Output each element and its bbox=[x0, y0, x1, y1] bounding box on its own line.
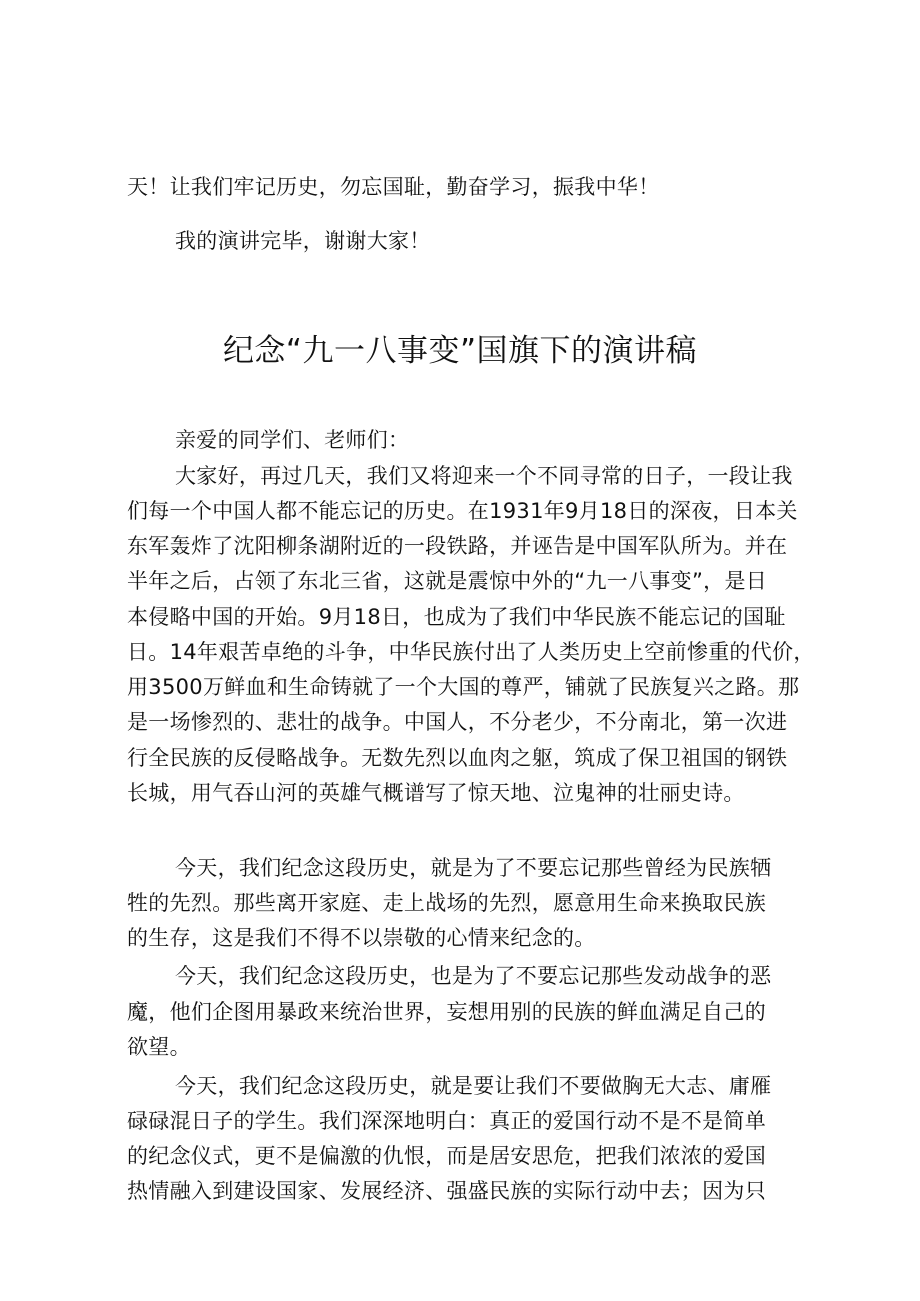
document-title: 纪念“九一八事变”国旗下的演讲稿 bbox=[222, 333, 698, 369]
text-line: 日。14年艰苦卓绝的斗争，中华民族付出了人类历史上空前惨重的代价， bbox=[127, 640, 815, 664]
text-line: 今天，我们纪念这段历史，就是为了不要忘记那些曾经为民族牺 bbox=[175, 856, 772, 880]
text-line: 天！让我们牢记历史，勿忘国耻，勤奋学习，振我中华！ bbox=[127, 175, 660, 199]
text-line: 牲的先烈。那些离开家庭、走上战场的先烈，愿意用生命来换取民族 bbox=[127, 891, 766, 915]
salutation: 亲爱的同学们、老师们： bbox=[175, 428, 410, 452]
text-line: 大家好，再过几天，我们又将迎来一个不同寻常的日子，一段让我 bbox=[175, 464, 793, 488]
text-line: 碌碌混日子的学生。我们深深地明白：真正的爱国行动不是不是简单 bbox=[127, 1109, 766, 1133]
text-line: 热情融入到建设国家、发展经济、强盛民族的实际行动中去；因为只 bbox=[127, 1179, 766, 1203]
text-line: 今天，我们纪念这段历史，也是为了不要忘记那些发动战争的恶 bbox=[175, 964, 772, 988]
text-line: 用3500万鲜血和生命铸就了一个大国的尊严，铺就了民族复兴之路。那 bbox=[127, 675, 800, 699]
text-line: 的纪念仪式，更不是偏激的仇恨，而是居安思危，把我们浓浓的爱国 bbox=[127, 1144, 766, 1168]
text-line: 我的演讲完毕，谢谢大家！ bbox=[175, 229, 431, 253]
text-line: 欲望。 bbox=[127, 1035, 191, 1059]
text-line: 本侵略中国的开始。9月18日，也成为了我们中华民族不能忘记的国耻 bbox=[127, 605, 786, 629]
text-line: 东军轰炸了沈阳柳条湖附近的一段铁路，并诬告是中国军队所为。并在 bbox=[127, 534, 788, 558]
text-line: 们每一个中国人都不能忘记的历史。在1931年9月18日的深夜，日本关 bbox=[127, 499, 798, 523]
text-line: 魔，他们企图用暴政来统治世界，妄想用别的民族的鲜血满足自己的 bbox=[127, 1000, 766, 1024]
text-line: 今天，我们纪念这段历史，就是要让我们不要做胸无大志、庸雁 bbox=[175, 1074, 772, 1098]
text-line: 行全民族的反侵略战争。无数先烈以血肉之躯，筑成了保卫祖国的钢铁 bbox=[127, 746, 788, 770]
text-line: 长城，用气吞山河的英雄气概谱写了惊天地、泣鬼神的壮丽史诗。 bbox=[127, 781, 745, 805]
text-line: 是一场惨烈的、悲壮的战争。中国人，不分老少，不分南北，第一次进 bbox=[127, 710, 788, 734]
text-line: 半年之后，占领了东北三省，这就是震惊中外的“九一八事变”，是日 bbox=[127, 569, 768, 593]
text-line: 的生存，这是我们不得不以崇敬的心情来纪念的。 bbox=[127, 926, 596, 950]
